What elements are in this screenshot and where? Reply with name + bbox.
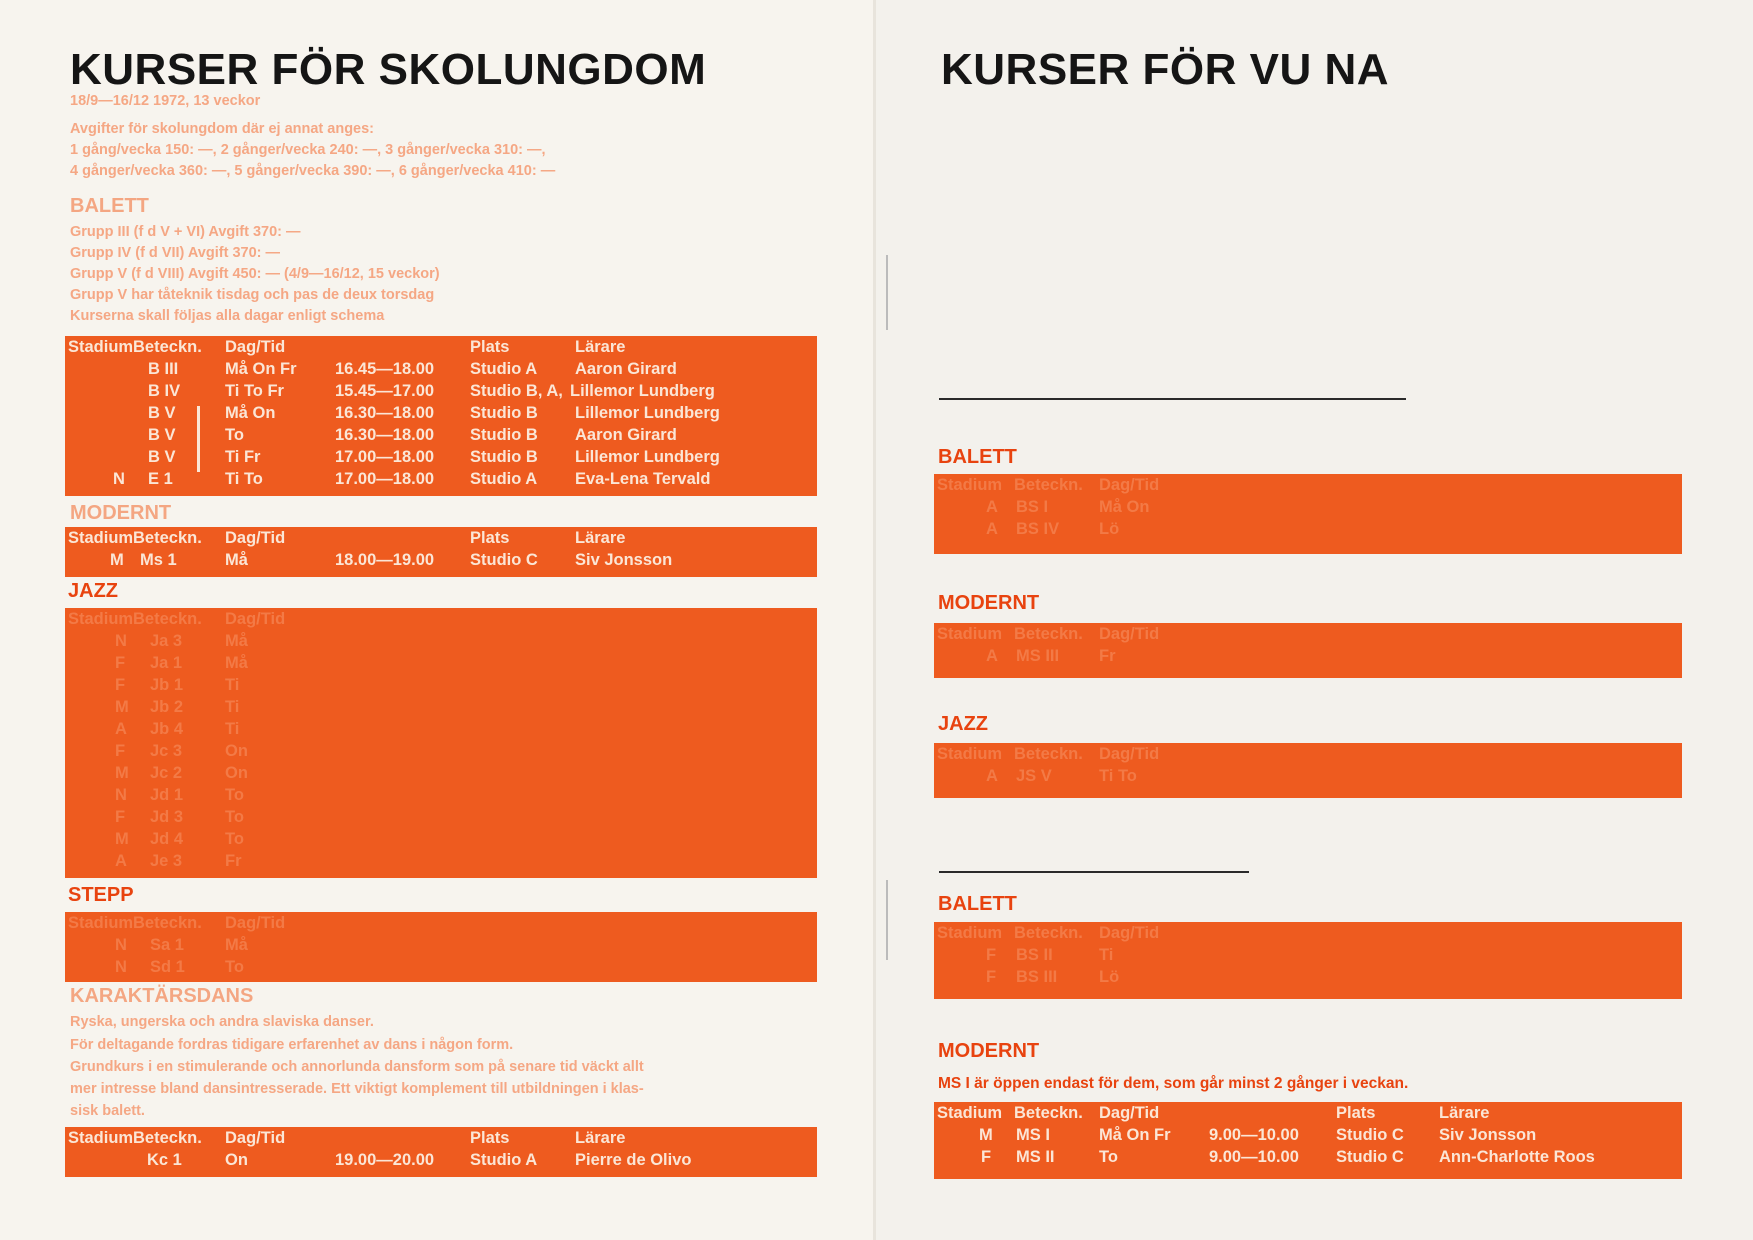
table-row xyxy=(65,358,817,380)
cell-beteckn: JS V xyxy=(1016,767,1052,785)
cell-stadium: M xyxy=(115,764,129,782)
cell-beteckn: Sa 1 xyxy=(150,936,184,954)
header-dag-tid: Dag/Tid xyxy=(225,610,286,628)
cell-dag: To xyxy=(225,830,244,848)
cell-tid: 17.00—18.00 xyxy=(335,448,435,466)
cell-dag: To xyxy=(225,808,244,826)
cell-beteckn: Jd 3 xyxy=(150,808,184,826)
table-row xyxy=(934,645,1682,667)
balett-line-2: Grupp IV (f d VII) Avgift 370: — xyxy=(70,245,280,261)
cell-stadium: M xyxy=(115,830,129,848)
header-beteckn: Beteckn. xyxy=(133,914,202,932)
cell-stadium: F xyxy=(981,1148,992,1166)
cell-dag: Må On Fr xyxy=(1099,1126,1171,1144)
karaktar-line-5: sisk balett. xyxy=(70,1103,145,1119)
header-dag-tid: Dag/Tid xyxy=(225,914,286,932)
cell-larare: Siv Jonsson xyxy=(575,551,673,569)
table-row xyxy=(65,424,817,446)
table-header xyxy=(65,912,817,934)
header-beteckn: Beteckn. xyxy=(133,529,202,547)
cell-beteckn: Ja 3 xyxy=(150,632,183,650)
cell-dag: Ti xyxy=(1099,946,1114,964)
header-stadium: Stadium xyxy=(68,529,134,547)
balett-line-3: Grupp V (f d VIII) Avgift 450: — (4/9—16/12, 15 veckor) xyxy=(70,266,440,282)
cell-beteckn: BS II xyxy=(1016,946,1053,964)
header-dag-tid: Dag/Tid xyxy=(225,529,286,547)
cell-dag: Må xyxy=(225,551,248,569)
header-stadium: Stadium xyxy=(937,745,1003,763)
header-stadium: Stadium xyxy=(937,476,1003,494)
cell-stadium: N xyxy=(113,470,125,488)
header-dag-tid: Dag/Tid xyxy=(1099,1104,1160,1122)
cell-plats: Studio B, A, xyxy=(470,382,563,400)
header-larare: Lärare xyxy=(575,338,626,356)
cell-dag: Må On Fr xyxy=(225,360,297,378)
balett-line-5: Kurserna skall följas alla dagar enligt schema xyxy=(70,308,385,324)
cell-beteckn: Kc 1 xyxy=(147,1151,182,1169)
cell-plats: Studio A xyxy=(470,360,538,378)
cell-stadium: F xyxy=(115,676,126,694)
cell-tid: 16.30—18.00 xyxy=(335,426,435,444)
cell-dag: Ti xyxy=(225,676,240,694)
cell-dag: To xyxy=(1099,1148,1118,1166)
cell-stadium: N xyxy=(115,786,127,804)
cell-tid: 19.00—20.00 xyxy=(335,1151,435,1169)
table-header xyxy=(934,474,1682,496)
table-row xyxy=(65,850,817,872)
fees-line-2: 1 gång/vecka 150: —, 2 gånger/vecka 240: —, 3 gånger/vecka 310: —, xyxy=(70,142,546,158)
cell-beteckn: Jb 1 xyxy=(150,676,184,694)
cell-dag: Fr xyxy=(225,852,242,870)
header-beteckn: Beteckn. xyxy=(1014,745,1083,763)
page-title: KURSER FÖR VU NA xyxy=(941,45,1390,94)
cell-stadium: A xyxy=(115,720,127,738)
cell-beteckn: Jb 4 xyxy=(150,720,184,738)
karaktar-line-3: Grundkurs i en stimulerande och annorlunda dansform som på senare tid väckt allt xyxy=(70,1059,644,1075)
karaktar-line-1: Ryska, ungerska och andra slaviska danser. xyxy=(70,1014,374,1030)
cell-dag: Ti xyxy=(225,698,240,716)
cell-beteckn: E 1 xyxy=(148,470,173,488)
cell-dag: Må xyxy=(225,936,248,954)
cell-tid: 18.00—19.00 xyxy=(335,551,435,569)
table-row xyxy=(65,630,817,652)
cell-dag: Må xyxy=(225,632,248,650)
table-row xyxy=(934,496,1682,518)
divider-line xyxy=(939,871,1249,873)
table-row xyxy=(65,762,817,784)
cell-beteckn: BS I xyxy=(1016,498,1049,516)
table-row xyxy=(65,549,817,571)
right-page xyxy=(876,0,1753,1240)
cell-dag: On xyxy=(225,764,248,782)
table-header xyxy=(934,922,1682,944)
cell-stadium: M xyxy=(110,551,124,569)
header-plats: Plats xyxy=(470,1129,510,1147)
table-header xyxy=(65,336,817,358)
cell-dag: On xyxy=(225,1151,248,1169)
page-title: KURSER FÖR SKOLUNGDOM xyxy=(70,45,707,94)
table-row xyxy=(65,380,817,402)
table-row xyxy=(65,468,817,490)
table-row xyxy=(934,1124,1682,1146)
cell-larare: Lillemor Lundberg xyxy=(575,404,720,422)
header-larare: Lärare xyxy=(575,1129,626,1147)
table-header xyxy=(65,608,817,630)
cell-tid: 17.00—18.00 xyxy=(335,470,435,488)
cell-dag: To xyxy=(225,958,244,976)
cell-dag: Lö xyxy=(1099,968,1120,986)
left-page xyxy=(0,0,876,1240)
section-heading-karaktarsdans: KARAKTÄRSDANS xyxy=(70,985,254,1007)
header-larare: Lärare xyxy=(575,529,626,547)
cell-stadium: A xyxy=(986,520,998,538)
bracket-line xyxy=(197,406,200,472)
staple-mark xyxy=(886,880,888,960)
balett-schedule-table xyxy=(934,474,1682,554)
cell-dag: To xyxy=(225,786,244,804)
section-heading-modernt: MODERNT xyxy=(938,1040,1040,1062)
cell-plats: Studio B xyxy=(470,426,538,444)
modernt-schedule-table xyxy=(65,527,817,577)
cell-dag: On xyxy=(225,742,248,760)
table-row xyxy=(65,828,817,850)
header-stadium: Stadium xyxy=(937,1104,1003,1122)
table-row xyxy=(934,518,1682,540)
header-beteckn: Beteckn. xyxy=(1014,625,1083,643)
header-stadium: Stadium xyxy=(937,924,1003,942)
cell-beteckn: MS III xyxy=(1016,647,1060,665)
karaktarsdans-schedule-table xyxy=(65,1127,817,1177)
header-stadium: Stadium xyxy=(68,338,134,356)
cell-stadium: N xyxy=(115,632,127,650)
cell-plats: Studio A xyxy=(470,470,538,488)
cell-beteckn: MS II xyxy=(1016,1148,1055,1166)
cell-larare: Aaron Girard xyxy=(575,360,677,378)
cell-beteckn: Jd 4 xyxy=(150,830,184,848)
modernt-schedule-table xyxy=(934,1102,1682,1179)
cell-dag: Ti To xyxy=(1099,767,1137,785)
section-heading-modernt: MODERNT xyxy=(938,592,1040,614)
karaktar-line-2: För deltagande fordras tidigare erfarenhet av dans i någon form. xyxy=(70,1037,514,1053)
header-stadium: Stadium xyxy=(68,610,134,628)
table-row xyxy=(934,1146,1682,1168)
cell-beteckn: B V xyxy=(148,404,176,422)
header-beteckn: Beteckn. xyxy=(133,1129,202,1147)
cell-stadium: M xyxy=(115,698,129,716)
cell-beteckn: Ja 1 xyxy=(150,654,183,672)
cell-beteckn: BS III xyxy=(1016,968,1058,986)
cell-beteckn: B IV xyxy=(148,382,181,400)
table-header xyxy=(65,1127,817,1149)
cell-plats: Studio A xyxy=(470,1151,538,1169)
header-larare: Lärare xyxy=(1439,1104,1490,1122)
cell-stadium: F xyxy=(115,742,126,760)
cell-beteckn: MS I xyxy=(1016,1126,1050,1144)
table-row xyxy=(65,652,817,674)
cell-larare: Aaron Girard xyxy=(575,426,677,444)
cell-beteckn: Jb 2 xyxy=(150,698,184,716)
karaktar-line-4: mer intresse bland dansintresserade. Ett viktigt komplement till utbildningen i klas- xyxy=(70,1081,644,1097)
fees-line-1: Avgifter för skolungdom där ej annat anges: xyxy=(70,121,375,137)
cell-tid: 15.45—17.00 xyxy=(335,382,435,400)
cell-larare: Lillemor Lundberg xyxy=(575,448,720,466)
header-stadium: Stadium xyxy=(68,1129,134,1147)
balett-schedule-table xyxy=(65,336,817,496)
jazz-schedule-table xyxy=(65,608,817,878)
table-row xyxy=(65,696,817,718)
cell-stadium: F xyxy=(986,968,997,986)
cell-stadium: F xyxy=(986,946,997,964)
cell-tid: 9.00—10.00 xyxy=(1209,1148,1299,1166)
cell-larare: Ann-Charlotte Roos xyxy=(1439,1148,1595,1166)
cell-beteckn: BS IV xyxy=(1016,520,1060,538)
cell-plats: Studio B xyxy=(470,404,538,422)
cell-larare: Siv Jonsson xyxy=(1439,1126,1537,1144)
table-header xyxy=(65,527,817,549)
cell-stadium: F xyxy=(115,808,126,826)
table-row xyxy=(65,674,817,696)
table-row xyxy=(65,806,817,828)
table-row xyxy=(65,784,817,806)
header-beteckn: Beteckn. xyxy=(133,610,202,628)
cell-beteckn: Jd 1 xyxy=(150,786,184,804)
section-heading-stepp: STEPP xyxy=(68,884,134,906)
header-dag-tid: Dag/Tid xyxy=(1099,745,1160,763)
staple-mark xyxy=(886,255,888,330)
header-beteckn: Beteckn. xyxy=(1014,476,1083,494)
cell-beteckn: Ms 1 xyxy=(140,551,177,569)
cell-tid: 16.30—18.00 xyxy=(335,404,435,422)
cell-beteckn: Je 3 xyxy=(150,852,183,870)
header-dag-tid: Dag/Tid xyxy=(1099,476,1160,494)
section-heading-balett: BALETT xyxy=(938,446,1017,468)
cell-stadium: A xyxy=(986,767,998,785)
header-beteckn: Beteckn. xyxy=(133,338,202,356)
cell-tid: 16.45—18.00 xyxy=(335,360,435,378)
header-plats: Plats xyxy=(470,338,510,356)
cell-dag: Må On xyxy=(1099,498,1150,516)
cell-dag: Ti To Fr xyxy=(225,382,284,400)
table-header xyxy=(934,623,1682,645)
modernt-schedule-table xyxy=(934,623,1682,678)
stepp-schedule-table xyxy=(65,912,817,982)
cell-beteckn: Jc 3 xyxy=(150,742,183,760)
table-row xyxy=(65,446,817,468)
table-row xyxy=(65,740,817,762)
header-beteckn: Beteckn. xyxy=(1014,924,1083,942)
modernt-note: MS I är öppen endast för dem, som går minst 2 gånger i veckan. xyxy=(938,1075,1409,1092)
divider-line xyxy=(939,398,1406,400)
cell-beteckn: B V xyxy=(148,426,176,444)
header-beteckn: Beteckn. xyxy=(1014,1104,1083,1122)
cell-dag: Må On xyxy=(225,404,276,422)
table-row xyxy=(65,1149,817,1171)
cell-beteckn: B III xyxy=(148,360,179,378)
section-heading-balett: BALETT xyxy=(938,893,1017,915)
section-heading-modernt: MODERNT xyxy=(70,502,172,524)
balett-schedule-table xyxy=(934,922,1682,999)
cell-stadium: N xyxy=(115,936,127,954)
cell-tid: 9.00—10.00 xyxy=(1209,1126,1299,1144)
balett-line-1: Grupp III (f d V + VI) Avgift 370: — xyxy=(70,224,301,240)
cell-stadium: F xyxy=(115,654,126,672)
cell-plats: Studio C xyxy=(470,551,538,569)
cell-plats: Studio C xyxy=(1336,1148,1404,1166)
table-header xyxy=(934,1102,1682,1124)
cell-stadium: N xyxy=(115,958,127,976)
header-dag-tid: Dag/Tid xyxy=(225,1129,286,1147)
jazz-schedule-table xyxy=(934,743,1682,798)
header-dag-tid: Dag/Tid xyxy=(1099,625,1160,643)
cell-dag: Ti xyxy=(225,720,240,738)
balett-line-4: Grupp V har tåteknik tisdag och pas de deux torsdag xyxy=(70,287,435,303)
cell-dag: Fr xyxy=(1099,647,1116,665)
table-row xyxy=(934,765,1682,787)
header-dag-tid: Dag/Tid xyxy=(1099,924,1160,942)
section-heading-jazz: JAZZ xyxy=(938,713,988,735)
section-heading-balett: BALETT xyxy=(70,195,149,217)
cell-stadium: M xyxy=(979,1126,993,1144)
table-row xyxy=(934,966,1682,988)
table-header xyxy=(934,743,1682,765)
cell-larare: Pierre de Olivo xyxy=(575,1151,692,1169)
cell-stadium: A xyxy=(115,852,127,870)
table-row xyxy=(65,956,817,978)
section-heading-jazz: JAZZ xyxy=(68,580,118,602)
cell-larare: Eva-Lena Tervald xyxy=(575,470,711,488)
cell-beteckn: B V xyxy=(148,448,176,466)
header-plats: Plats xyxy=(470,529,510,547)
cell-dag: Må xyxy=(225,654,248,672)
table-row xyxy=(65,934,817,956)
header-stadium: Stadium xyxy=(68,914,134,932)
cell-dag: Ti Fr xyxy=(225,448,261,466)
header-plats: Plats xyxy=(1336,1104,1376,1122)
cell-plats: Studio C xyxy=(1336,1126,1404,1144)
header-dag-tid: Dag/Tid xyxy=(225,338,286,356)
cell-stadium: A xyxy=(986,647,998,665)
cell-stadium: A xyxy=(986,498,998,516)
cell-dag: To xyxy=(225,426,244,444)
table-row xyxy=(65,718,817,740)
header-stadium: Stadium xyxy=(937,625,1003,643)
cell-plats: Studio B xyxy=(470,448,538,466)
course-dates: 18/9—16/12 1972, 13 veckor xyxy=(70,93,261,109)
cell-larare: Lillemor Lundberg xyxy=(570,382,715,400)
cell-beteckn: Jc 2 xyxy=(150,764,183,782)
table-row xyxy=(65,402,817,424)
cell-dag: Lö xyxy=(1099,520,1120,538)
fees-line-3: 4 gånger/vecka 360: —, 5 gånger/vecka 390: —, 6 gånger/vecka 410: — xyxy=(70,163,556,179)
cell-beteckn: Sd 1 xyxy=(150,958,185,976)
cell-dag: Ti To xyxy=(225,470,263,488)
table-row xyxy=(934,944,1682,966)
